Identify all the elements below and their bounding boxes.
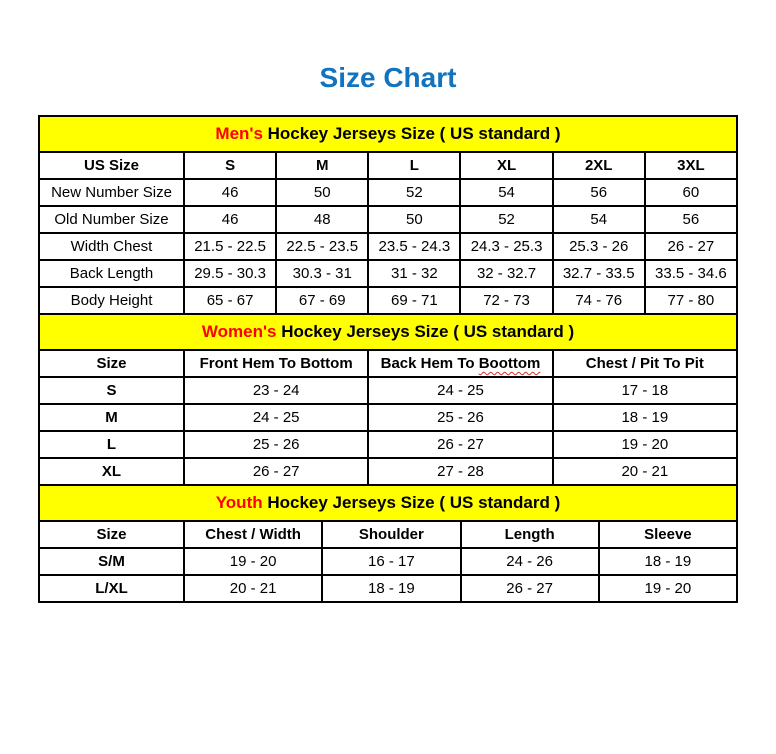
cell: 27 - 28 (368, 458, 552, 485)
cell: 26 - 27 (461, 575, 599, 602)
column-header: Chest / Width (184, 521, 322, 548)
column-header: Length (461, 521, 599, 548)
column-header: Front Hem To Bottom (184, 350, 368, 377)
youth-accent-word: Youth (215, 493, 263, 512)
cell: 52 (368, 179, 460, 206)
cell: 22.5 - 23.5 (276, 233, 368, 260)
table-row (39, 233, 737, 260)
cell: 69 - 71 (368, 287, 460, 314)
column-header: Size (39, 350, 184, 377)
table-row (39, 548, 737, 575)
womens-accent-word: Women's (201, 322, 277, 341)
cell: 32 - 32.7 (460, 260, 552, 287)
womens-heading-rest: Hockey Jerseys Size ( US standard ) (276, 322, 575, 341)
row-label: Body Height (39, 287, 184, 314)
mens-section-header (39, 116, 737, 152)
cell: 74 - 76 (553, 287, 645, 314)
row-label: New Number Size (39, 179, 184, 206)
mens-heading-rest: Hockey Jerseys Size ( US standard ) (262, 124, 561, 143)
cell: 26 - 27 (368, 431, 552, 458)
cell: 72 - 73 (460, 287, 552, 314)
row-label: Width Chest (39, 233, 184, 260)
cell: 25.3 - 26 (553, 233, 645, 260)
cell: 17 - 18 (553, 377, 737, 404)
cell: 24 - 25 (184, 404, 368, 431)
cell: 18 - 19 (553, 404, 737, 431)
cell: 50 (276, 179, 368, 206)
cell: 54 (460, 179, 552, 206)
youth-heading-rest: Hockey Jerseys Size ( US standard ) (262, 493, 561, 512)
row-label: XL (39, 458, 184, 485)
mens-size-table (38, 115, 738, 315)
youth-section-header (39, 485, 737, 521)
column-header: S (184, 152, 276, 179)
cell: 23.5 - 24.3 (368, 233, 460, 260)
row-label: Back Length (39, 260, 184, 287)
row-label: Old Number Size (39, 206, 184, 233)
table-row (39, 431, 737, 458)
mens-column-header-row (39, 152, 737, 179)
cell: 56 (645, 206, 737, 233)
table-row (39, 260, 737, 287)
cell: 25 - 26 (184, 431, 368, 458)
table-row (39, 179, 737, 206)
column-header: Sleeve (599, 521, 737, 548)
table-row (39, 377, 737, 404)
womens-column-header-row (39, 350, 737, 377)
column-header: M (276, 152, 368, 179)
column-header: Chest / Pit To Pit (553, 350, 737, 377)
column-header-misspelled (368, 350, 552, 377)
size-chart-page (0, 62, 776, 754)
row-label: S/M (39, 548, 184, 575)
row-label: S (39, 377, 184, 404)
table-row (39, 287, 737, 314)
youth-column-header-row (39, 521, 737, 548)
column-header: US Size (39, 152, 184, 179)
cell: 54 (553, 206, 645, 233)
cell: 21.5 - 22.5 (184, 233, 276, 260)
womens-size-table (38, 313, 738, 486)
mens-accent-word: Men's (215, 124, 263, 143)
cell: 60 (645, 179, 737, 206)
cell: 77 - 80 (645, 287, 737, 314)
cell: 24 - 25 (368, 377, 552, 404)
table-row (39, 404, 737, 431)
womens-section-title (39, 314, 737, 350)
row-label: M (39, 404, 184, 431)
cell: 18 - 19 (599, 548, 737, 575)
cell: 52 (460, 206, 552, 233)
cell: 23 - 24 (184, 377, 368, 404)
size-chart (38, 115, 738, 603)
cell: 20 - 21 (553, 458, 737, 485)
column-header: 3XL (645, 152, 737, 179)
cell: 19 - 20 (184, 548, 322, 575)
cell: 46 (184, 206, 276, 233)
cell: 24.3 - 25.3 (460, 233, 552, 260)
youth-section-title (39, 485, 737, 521)
youth-size-table (38, 484, 738, 603)
misspelled-prefix: Back Hem To (380, 355, 479, 372)
cell: 32.7 - 33.5 (553, 260, 645, 287)
column-header: Size (39, 521, 184, 548)
column-header: 2XL (553, 152, 645, 179)
cell: 25 - 26 (368, 404, 552, 431)
cell: 18 - 19 (322, 575, 460, 602)
cell: 56 (553, 179, 645, 206)
cell: 30.3 - 31 (276, 260, 368, 287)
cell: 19 - 20 (599, 575, 737, 602)
table-row (39, 206, 737, 233)
cell: 50 (368, 206, 460, 233)
womens-section-header (39, 314, 737, 350)
cell: 26 - 27 (645, 233, 737, 260)
cell: 29.5 - 30.3 (184, 260, 276, 287)
cell: 33.5 - 34.6 (645, 260, 737, 287)
cell: 19 - 20 (553, 431, 737, 458)
cell: 20 - 21 (184, 575, 322, 602)
cell: 16 - 17 (322, 548, 460, 575)
cell: 65 - 67 (184, 287, 276, 314)
misspelled-word: Boottom (478, 355, 541, 372)
row-label: L (39, 431, 184, 458)
table-row (39, 575, 737, 602)
cell: 67 - 69 (276, 287, 368, 314)
cell: 24 - 26 (461, 548, 599, 575)
column-header: L (368, 152, 460, 179)
row-label: L/XL (39, 575, 184, 602)
cell: 31 - 32 (368, 260, 460, 287)
table-row (39, 458, 737, 485)
column-header: XL (460, 152, 552, 179)
cell: 26 - 27 (184, 458, 368, 485)
cell: 48 (276, 206, 368, 233)
column-header: Shoulder (322, 521, 460, 548)
mens-section-title (39, 116, 737, 152)
cell: 46 (184, 179, 276, 206)
page-title: Size Chart (319, 62, 457, 93)
